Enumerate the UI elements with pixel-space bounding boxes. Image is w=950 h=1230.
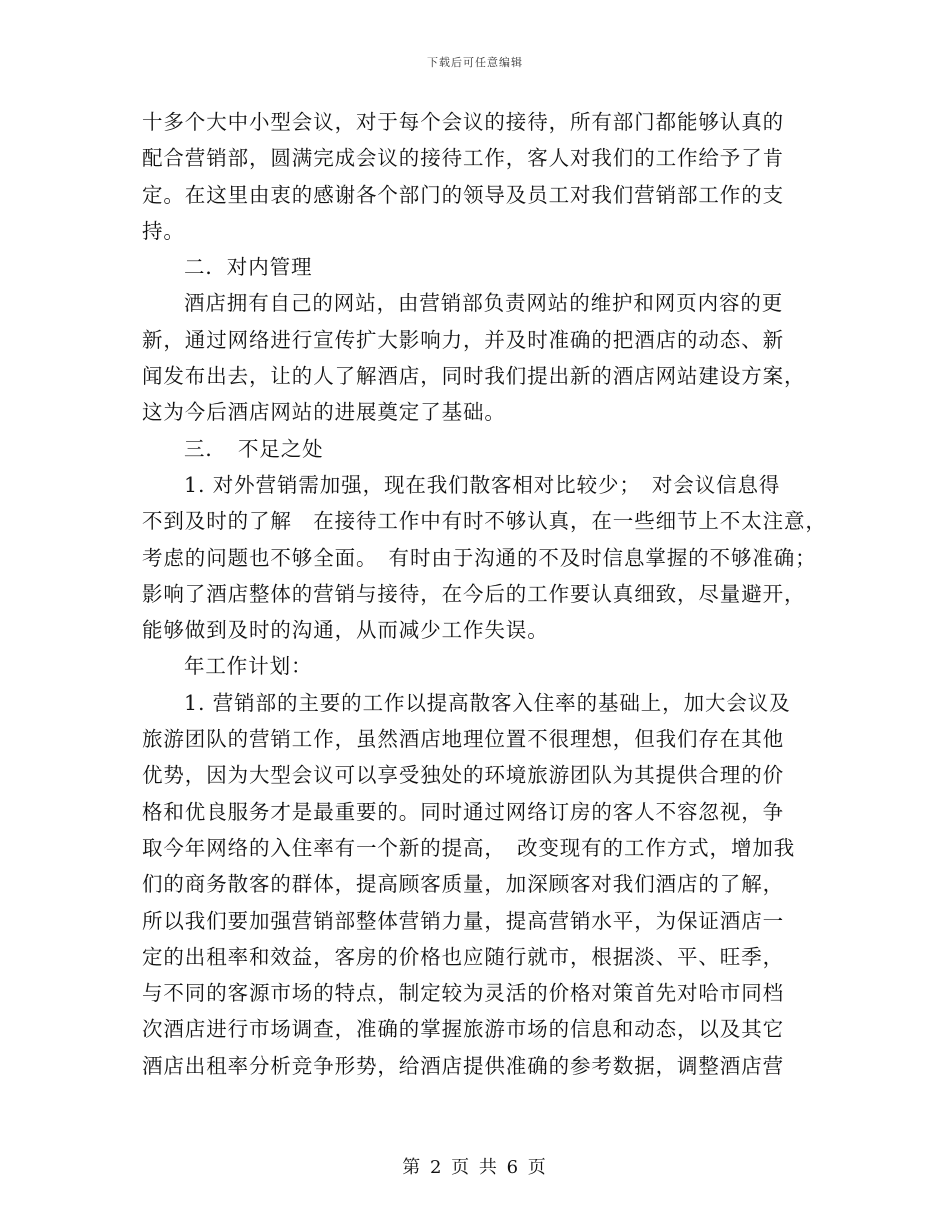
- section-heading: 年工作计划：: [184, 654, 313, 679]
- section-heading: 三． 不足之处: [184, 436, 324, 461]
- text-line: 酒店出租率分析竞争形势，给酒店提供准确的参考数据，调整酒店营: [142, 1053, 784, 1078]
- text-line: 新，通过网络进行宣传扩大影响力，并及时准确的把酒店的动态、新: [142, 327, 784, 352]
- text-line: 这为今后酒店网站的进展奠定了基础。: [142, 400, 506, 425]
- text-line: 1. 营销部的主要的工作以提高散客入住率的基础上，加大会议及: [184, 690, 791, 715]
- text-line: 定的出租率和效益，客房的价格也应随行就市，根据淡、平、旺季，: [142, 944, 784, 969]
- text-line: 闻发布出去，让的人了解酒店，同时我们提出新的酒店网站建设方案，: [142, 364, 806, 389]
- text-line: 持。: [142, 218, 185, 243]
- page-header: 下载后可任意编辑: [427, 56, 523, 69]
- text-line: 十多个大中小型会议，对于每个会议的接待，所有部门都能够认真的: [142, 110, 784, 134]
- text-line: 定。在这里由衷的感谢各个部门的领导及员工对我们营销部工作的支: [142, 182, 784, 207]
- text-line: 配合营销部，圆满完成会议的接待工作，客人对我们的工作给予了肯: [142, 146, 784, 171]
- text-line: 取今年网络的入住率有一个新的提高， 改变现有的工作方式，增加我: [142, 835, 796, 860]
- text-line: 格和优良服务才是最重要的。同时通过网络订房的客人不容忽视，争: [142, 799, 784, 824]
- text-line: 与不同的客源市场的特点，制定较为灵活的价格对策首先对哈市同档: [142, 981, 784, 1006]
- text-line: 1. 对外营销需加强，现在我们散客相对比较少； 对会议信息得: [184, 472, 781, 497]
- text-line: 影响了酒店整体的营销与接待，在今后的工作要认真细致，尽量避开，: [142, 581, 806, 606]
- text-line: 能够做到及时的沟通，从而减少工作失误。: [142, 618, 549, 643]
- text-line: 次酒店进行市场调查，准确的掌握旅游市场的信息和动态，以及其它: [142, 1017, 784, 1042]
- text-line: 优势，因为大型会议可以享受独处的环境旅游团队为其提供合理的价: [142, 763, 784, 788]
- page-number-footer: 第 2 页 共 6 页: [402, 1157, 548, 1178]
- section-heading: 二．对内管理: [184, 255, 313, 280]
- document-body: [142, 104, 827, 1084]
- text-line: 旅游团队的营销工作，虽然酒店地理位置不很理想，但我们存在其他: [142, 727, 784, 752]
- text-line: 考虑的问题也不够全面。 有时由于沟通的不及时信息掌握的不够准确；: [142, 545, 817, 570]
- text-line: 不到及时的了解 在接待工作中有时不够认真，在一些细节上不太注意，: [142, 509, 827, 534]
- text-line: 们的商务散客的群体，提高顾客质量，加深顾客对我们酒店的了解，: [142, 872, 784, 897]
- text-line: 所以我们要加强营销部整体营销力量，提高营销水平，为保证酒店一: [142, 908, 784, 933]
- text-line: 酒店拥有自己的网站，由营销部负责网站的维护和网页内容的更: [184, 291, 784, 316]
